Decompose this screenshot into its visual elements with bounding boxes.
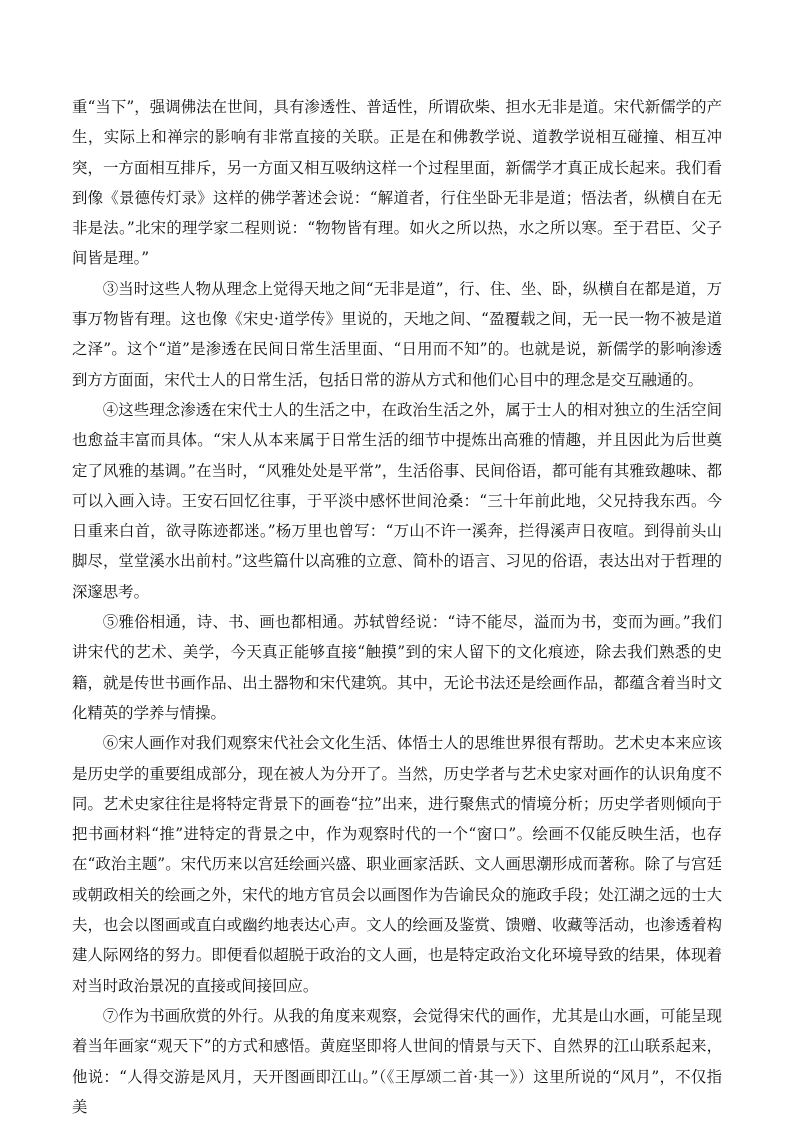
paragraph-3: ③当时这些人物从理念上觉得天地之间“无非是道”，行、住、坐、卧，纵横自在都是道，万事万物皆有理。这也像《宋史·道学传》里说的，天地之间、“盈覆载之间，无一民一物不被是道之泽”。这个“道”是渗透在民间日常生活里面、“日用而不知”的。也就是说，新儒学的影响渗透到方方面面，宋代士人的日常生活，包括日常的游从方式和他们心目中的理念是交互融通的。: [72, 279, 722, 389]
paragraph-6: ⑥宋人画作对我们观察宋代社会文化生活、体悟士人的思维世界很有帮助。艺术史本来应该是历史学的重要组成部分，现在被人为分开了。当然，历史学者与艺术史家对画作的认识角度不同。艺术史家往往是将特定背景下的画卷“拉”出来，进行聚焦式的情境分析；历史学者则倾向于把书画材料“推”进特定的背景之中，作为观察时代的一个“窗口”。绘画不仅能反映生活，也存在“政治主题”。宋代历来以宫廷绘画兴盛、职业画家活跃、文人画思潮形成而著称。除了与宫廷或朝政相关的绘画之外，宋代的地方官员会以画图作为告谕民众的施政手段；处江湖之远的士大夫，也会以图画或直白或幽约地表达心声。文人的绘画及鉴赏、馈赠、收藏等活动，也渗透着构建人际网络的努力。即便看似超脱于政治的文人画，也是特定政治文化环境导致的结果，体现着对当时政治景况的直接或间接回应。: [72, 734, 722, 995]
body-text: [72, 92, 722, 1122]
paragraph-4: ④这些理念渗透在宋代士人的生活之中，在政治生活之外，属于士人的相对独立的生活空间也愈益丰富而具体。“宋人从本来属于日常生活的细节中提炼出高雅的情趣，并且因此为后世奠定了风雅的基调。”在当时，“风雅处处是平常”，生活俗事、民间俗语，都可能有其雅致趣味、都可以入画入诗。王安石回忆往事，于平淡中感怀世间沧桑：“三十年前此地，父兄持我东西。今日重来白首，欲寻陈迹都迷。”杨万里也曾写：“万山不许一溪奔，拦得溪声日夜喧。到得前头山脚尽，堂堂溪水出前村。”这些篇什以高雅的立意、简朴的语言、习见的俗语，表达出对于哲理的深邃思考。: [72, 400, 722, 601]
paragraph-5: ⑤雅俗相通，诗、书、画也都相通。苏轼曾经说：“诗不能尽，溢而为书，变而为画。”我们讲宋代的艺术、美学，今天真正能够直接“触摸”到的宋人留下的文化痕迹，除去我们熟悉的史籍，就是传世书画作品、出土器物和宋代建筑。其中，无论书法还是绘画作品，都蕴含着当时文化精英的学养与情操。: [72, 613, 722, 722]
paragraph-continued: 重“当下”，强调佛法在世间，具有渗透性、普适性，所谓砍柴、担水无非是道。宋代新儒学的产生，实际上和禅宗的影响有非常直接的关联。正是在和佛教学说、道教学说相互碰撞、相互冲突，一方面相互排斥，另一方面又相互吸纳这样一个过程里面，新儒学才真正成长起来。我们看到像《景德传灯录》这样的佛学著述会说：“解道者，行住坐卧无非是道；悟法者，纵横自在无非是法。”北宋的理学家二程则说：“物物皆有理。如火之所以热，水之所以寒。至于君臣、父子间皆是理。”: [72, 98, 722, 268]
paragraph-7: ⑦作为书画欣赏的外行。从我的角度来观察，会觉得宋代的画作，尤其是山水画，可能呈现着当年画家“观天下”的方式和感悟。黄庭坚即将人世间的情景与天下、自然界的江山联系起来，他说：“人得交游是风月，天开图画即江山。”（《王厚颂二首·其一》）这里所说的“风月”，不仅指美: [72, 1006, 722, 1116]
